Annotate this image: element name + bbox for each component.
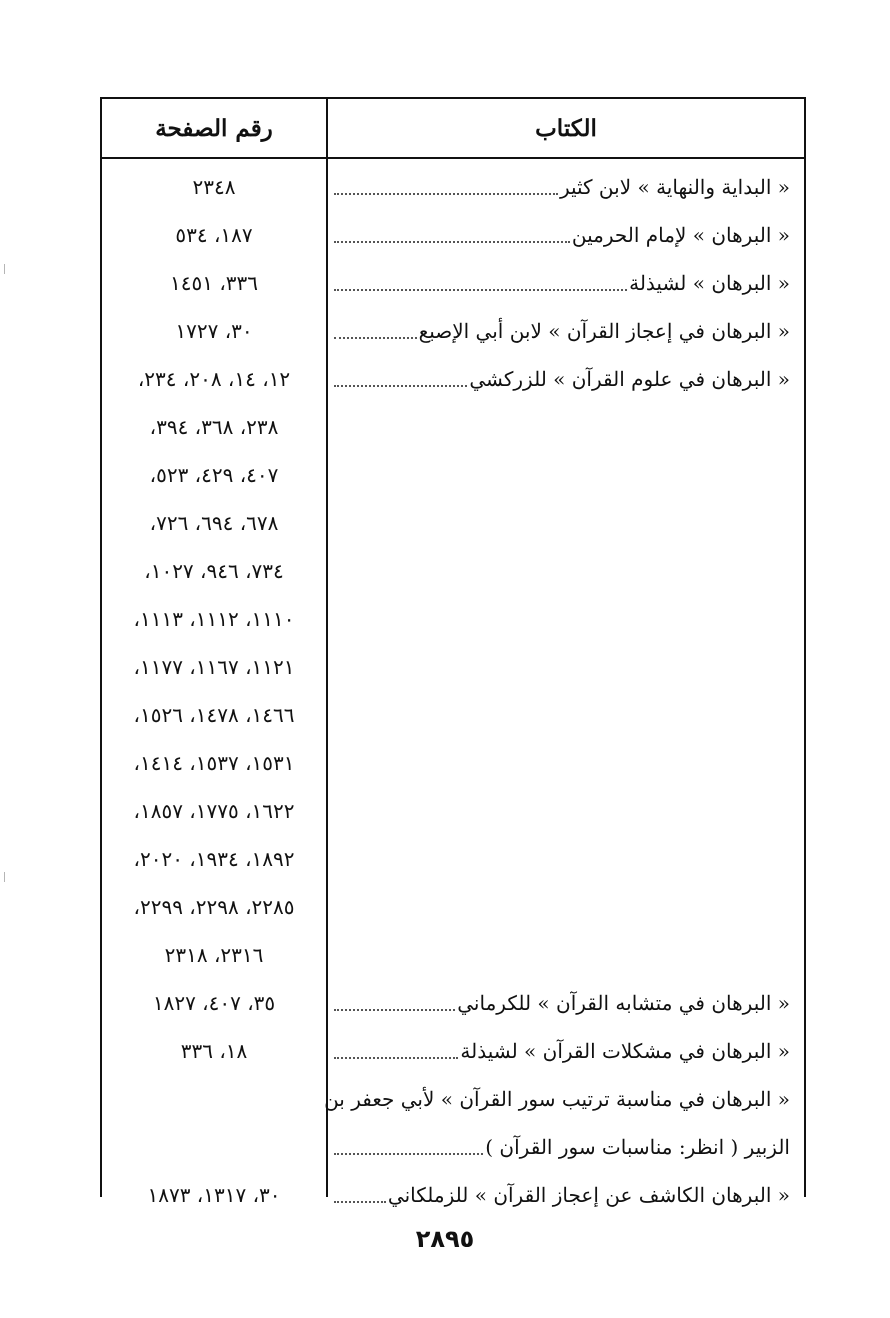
page-numbers: ١١١٠، ١١١٢، ١١١٣،: [133, 607, 295, 631]
table-row: [102, 787, 804, 835]
book-title: الزبير ( انظر: مناسبات سور القرآن ): [485, 1135, 790, 1159]
book-title-cell: [334, 1171, 790, 1219]
page-numbers: ٣٣٦، ١٤٥١: [170, 271, 259, 295]
book-title-cell: [324, 1075, 790, 1123]
book-title-cell: [334, 355, 790, 403]
page-numbers: ١٨٧، ٥٣٤: [175, 223, 253, 247]
book-title-cell: [334, 451, 790, 499]
page-numbers: ١٥٣١، ١٥٣٧، ١٤١٤،: [133, 751, 295, 775]
book-title-cell: [334, 835, 790, 883]
page-numbers: ٦٧٨، ٦٩٤، ٧٢٦،: [149, 511, 279, 535]
dot-leader: [334, 385, 467, 387]
table-row: [102, 883, 804, 931]
book-title-cell: [334, 595, 790, 643]
book-title-cell: [334, 307, 790, 355]
book-title: « البداية والنهاية » لابن كثير: [559, 175, 790, 199]
book-title-cell: [334, 979, 790, 1027]
page-numbers: ٣٠، ١٧٢٧: [175, 319, 253, 343]
page-numbers: ٢٢٨٥، ٢٢٩٨، ٢٢٩٩،: [133, 895, 295, 919]
book-title-cell: [334, 163, 790, 211]
book-title-cell: [334, 259, 790, 307]
table-row: [102, 1027, 804, 1075]
table-row: [102, 163, 804, 211]
page-numbers: ١٢، ١٤، ٢٠٨، ٢٣٤،: [137, 367, 291, 391]
table-row: [102, 259, 804, 307]
dot-leader: [334, 1201, 386, 1203]
book-title: « البرهان الكاشف عن إعجاز القرآن » للزملكاني: [387, 1183, 790, 1207]
table-row: [102, 403, 804, 451]
book-title-cell: [334, 211, 790, 259]
page-numbers: ٢٣١٦، ٢٣١٨: [164, 943, 264, 967]
book-title-cell: [334, 691, 790, 739]
margin-mark: [4, 264, 5, 274]
book-title: « البرهان في متشابه القرآن » للكرماني: [457, 991, 790, 1015]
book-title-cell: [334, 499, 790, 547]
book-title-cell: [334, 931, 790, 979]
book-title-cell: [334, 403, 790, 451]
header-page-number: رقم الصفحة: [155, 114, 273, 142]
book-title: « البرهان » لإمام الحرمين: [571, 223, 790, 247]
page-numbers: ١٨، ٣٣٦: [180, 1039, 248, 1063]
page-numbers: ٢٣٤٨: [192, 175, 236, 199]
table-header: [102, 99, 804, 159]
page-numbers: ١١٢١، ١١٦٧، ١١٧٧،: [133, 655, 295, 679]
book-title: « البرهان في مشكلات القرآن » لشيذلة: [460, 1039, 790, 1063]
dot-leader: [334, 1057, 458, 1059]
table-row: [102, 931, 804, 979]
dot-leader: [334, 1153, 483, 1155]
page-numbers: ٣٠، ١٣١٧، ١٨٧٣: [147, 1183, 281, 1207]
header-book: الكتاب: [535, 114, 597, 142]
book-title-cell: [334, 643, 790, 691]
margin-mark: [4, 872, 5, 882]
page-numbers: ١٤٦٦، ١٤٧٨، ١٥٢٦،: [133, 703, 295, 727]
book-title: « البرهان في مناسبة ترتيب سور القرآن » لأبي جعفر بن: [324, 1087, 790, 1111]
book-title-cell: [334, 787, 790, 835]
table-row: [102, 1123, 804, 1171]
page-numbers: ٣٥، ٤٠٧، ١٨٢٧: [152, 991, 276, 1015]
page-number: ٢٨٩٥: [415, 1225, 475, 1253]
book-title-cell: [334, 883, 790, 931]
table-row: [102, 595, 804, 643]
book-title-cell: [334, 1027, 790, 1075]
page-numbers: ١٨٩٢، ١٩٣٤، ٢٠٢٠،: [133, 847, 295, 871]
dot-leader: [334, 337, 417, 339]
table-row: [102, 451, 804, 499]
table-row: [102, 355, 804, 403]
table-row: [102, 547, 804, 595]
table-body: [102, 157, 804, 1207]
table-row: [102, 691, 804, 739]
table-row: [102, 307, 804, 355]
book-title: « البرهان » لشيذلة: [629, 271, 790, 295]
dot-leader: [334, 241, 570, 243]
table-row: [102, 739, 804, 787]
table-row: [102, 979, 804, 1027]
book-title-cell: [334, 547, 790, 595]
page-numbers: ١٦٢٢، ١٧٧٥، ١٨٥٧،: [133, 799, 295, 823]
page-numbers: ٢٣٨، ٣٦٨، ٣٩٤،: [149, 415, 279, 439]
index-table: [100, 97, 806, 1207]
book-title: « البرهان في إعجاز القرآن » لابن أبي الإصبع: [418, 319, 790, 343]
table-row: [102, 499, 804, 547]
book-title: « البرهان في علوم القرآن » للزركشي: [469, 367, 790, 391]
dot-leader: [334, 1009, 455, 1011]
table-row: [102, 1075, 804, 1123]
book-title-cell: [334, 1123, 790, 1171]
table-row: [102, 835, 804, 883]
dot-leader: [334, 193, 558, 195]
page-numbers: ٧٣٤، ٩٤٦، ١٠٢٧،: [144, 559, 284, 583]
page-numbers: ٤٠٧، ٤٢٩، ٥٢٣،: [149, 463, 279, 487]
page-numbers: [102, 1075, 326, 1123]
page-numbers: [102, 1123, 326, 1171]
book-title-cell: [334, 739, 790, 787]
table-row: [102, 1171, 804, 1219]
dot-leader: [334, 289, 627, 291]
table-row: [102, 643, 804, 691]
table-row: [102, 211, 804, 259]
